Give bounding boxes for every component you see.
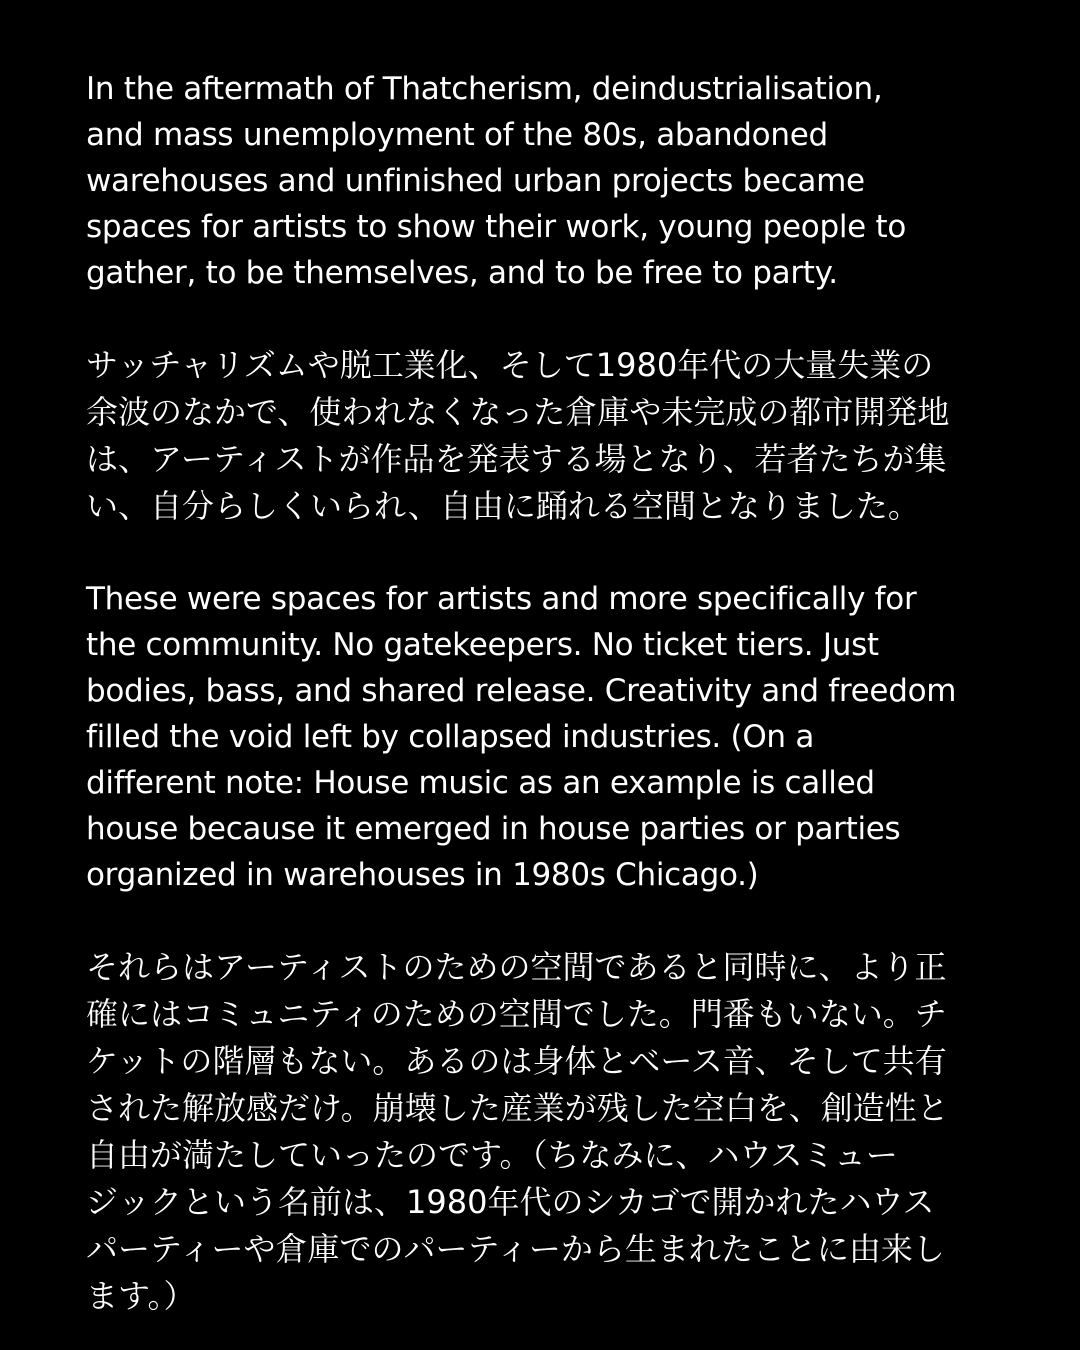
paragraph-spacer (86, 296, 996, 342)
paragraph-english-2: These were spaces for artists and more specifically for the community. No gatekeepers. No ticket tiers. Just bodies, bass, and shared release. Creativity and freedom filled the void left by collapsed industries. (On a different note: House music as an example is called house because it emerged in house parties or parties organized in warehouses in 1980s Chicago.) (86, 581, 957, 893)
paragraph-japanese-2: それらはアーティストのための空間であると同時に、より正 確にはコミュニティのための空間でした。門番もいない。チ ケットの階層もない。あるのは身体とベース音、そして共有 された解放感だけ。崩壊した産業が残した空白を、創造性と 自由が満たしていったのです。（ちなみに、ハウスミュー ジックという名前は、1980年代のシカゴで開かれたハウス パーティーや倉庫でのパーティーから生まれたことに由来し ます。） (86, 948, 949, 1315)
paragraph-english-1: In the aftermath of Thatcherism, deindustrialisation, and mass unemployment of the 80s, abandoned warehouses and unfinished urban projects became spaces for artists to show their work, young people to gather, to be themselves, and to be free to party. (86, 71, 906, 291)
paragraph-spacer (86, 898, 996, 944)
paragraph-japanese-1: サッチャリズムや脱工業化、そして1980年代の大量失業の 余波のなかで、使われなくなった倉庫や未完成の都市開発地 は、アーティストが作品を発表する場となり、若者たちが集 い、自分らしくいられ、自由に踊れる空間となりました。 (86, 346, 950, 525)
paragraph-spacer (86, 530, 996, 576)
text-content (86, 66, 996, 1320)
